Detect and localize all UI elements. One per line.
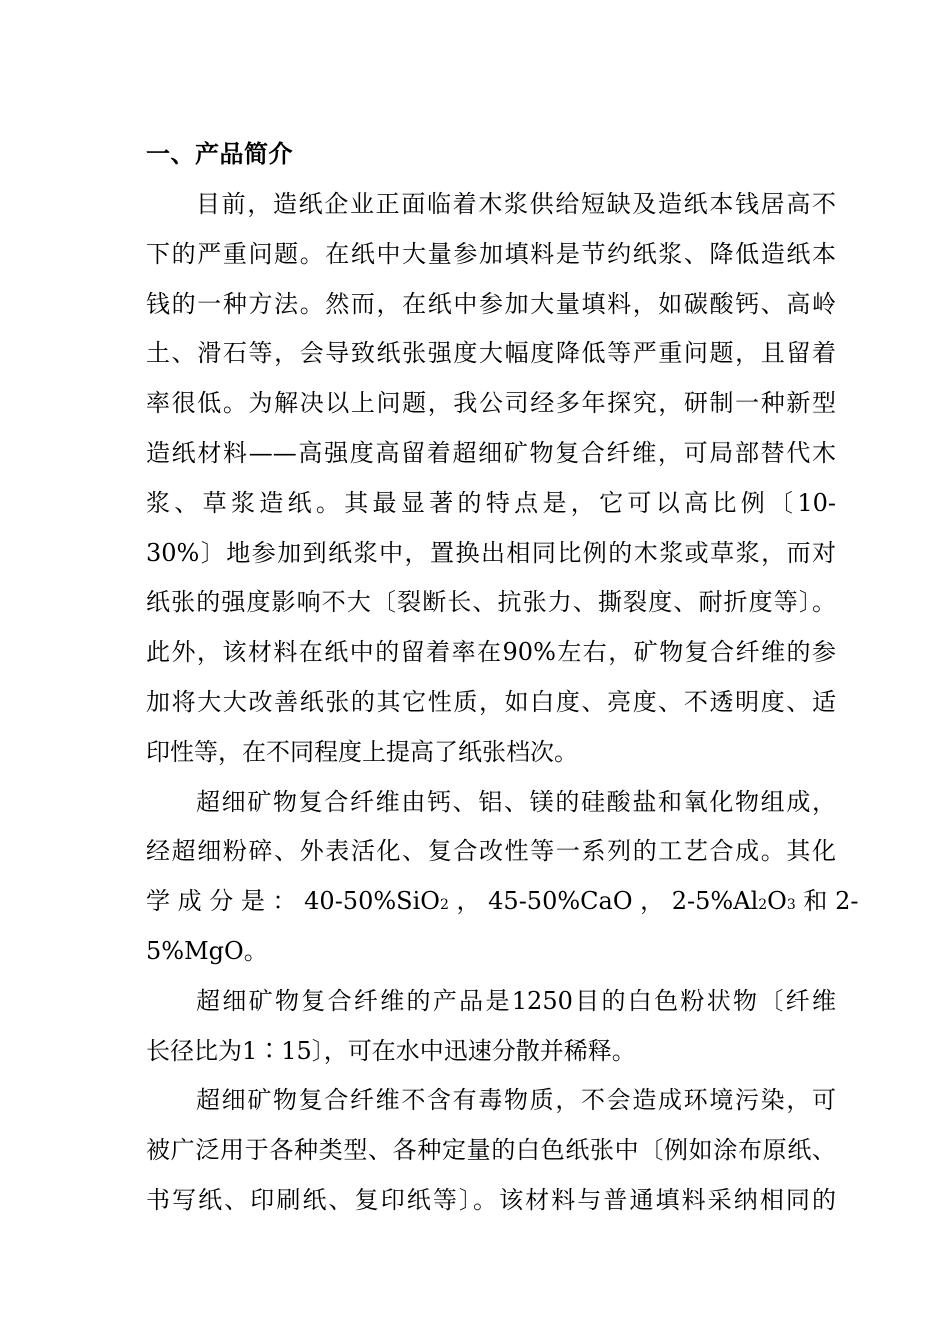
- formula-conjunction: 和: [803, 887, 828, 916]
- text-line: 30%〕地参加到纸浆中，置换出相同比例的木浆或草浆，而对: [146, 538, 836, 567]
- section-heading: 一、产品简介: [146, 140, 293, 168]
- text-line: 目前，造纸企业正面临着木浆供给短缺及造纸本钱居高不: [196, 190, 836, 218]
- text-line: 超细矿物复合纤维由钙、铝、镁的硅酸盐和氧化物组成，: [196, 787, 836, 816]
- formula-lead: 学 成 分 是 ：: [146, 887, 297, 916]
- formula-separator: ，: [640, 887, 665, 916]
- text-line: 钱的一种方法。然而，在纸中参加大量填料，如碳酸钙、高岭: [146, 289, 836, 318]
- formula-sio2: 40-50%SiO 2: [304, 877, 449, 927]
- text-line: 书写纸、印刷纸、复印纸等〕。该材料与普通填料采纳相同的: [146, 1185, 836, 1214]
- formula-text: 40-50%SiO: [304, 887, 440, 916]
- text-line: 造纸材料——高强度高留着超细矿物复合纤维，可局部替代木: [146, 438, 836, 467]
- formula-separator: ，: [456, 887, 481, 916]
- formula-line: [146, 877, 859, 927]
- formula-cao: 45-50%CaO: [488, 887, 633, 916]
- formula-text: O: [767, 887, 787, 916]
- formula-text: 2-: [835, 887, 859, 916]
- text-line: 超细矿物复合纤维的产品是1250目的白色粉状物〔纤维: [196, 986, 836, 1015]
- text-line: 被广泛用于各种类型、各种定量的白色纸张中〔例如涂布原纸、: [146, 1136, 836, 1165]
- text-line: 印性等，在不同程度上提高了纸张档次。: [146, 737, 578, 766]
- text-line: 5%MgO。: [146, 936, 268, 965]
- body-text: [146, 180, 859, 1226]
- formula-al2o3: 2-5%Al 2 O 3: [672, 877, 796, 927]
- text-line: 下的严重问题。在纸中大量参加填料是节约纸浆、降低造纸本: [146, 239, 836, 268]
- text-line: 长径比为1∶15〕，可在水中迅速分散并稀释。: [146, 1036, 636, 1065]
- text-line: 超细矿物复合纤维不含有毒物质，不会造成环境污染，可: [196, 1086, 836, 1115]
- text-line: 加将大大改善纸张的其它性质，如白度、亮度、不透明度、适: [146, 687, 836, 716]
- text-line: 纸张的强度影响不大〔裂断长、抗张力、撕裂度、耐折度等〕。: [146, 588, 836, 617]
- text-line: 此外，该材料在纸中的留着率在90%左右，矿物复合纤维的参: [146, 638, 836, 667]
- text-line: 经超细粉碎、外表活化、复合改性等一系列的工艺合成。其化: [146, 837, 836, 866]
- text-line: 浆、草浆造纸。其最显著的特点是，它可以高比例〔10-: [146, 488, 836, 517]
- text-line: 率很低。为解决以上问题，我公司经多年探究，研制一种新型: [146, 389, 836, 418]
- formula-text: 2-5%Al: [671, 887, 759, 916]
- text-line: 土、滑石等，会导致纸张强度大幅度降低等严重问题，且留着: [146, 339, 836, 368]
